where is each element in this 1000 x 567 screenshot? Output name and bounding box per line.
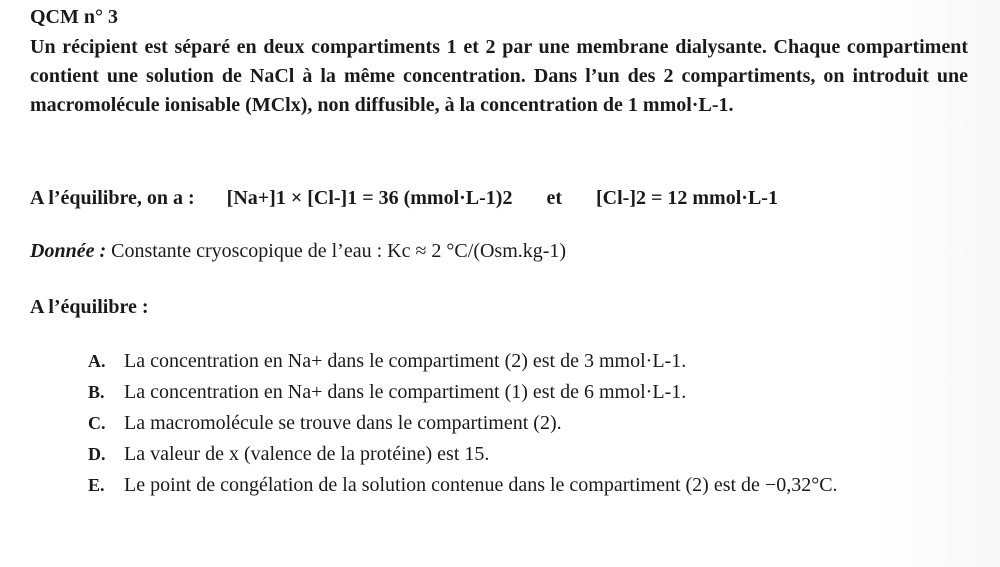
option-letter: E. — [88, 475, 105, 495]
formula-chloride: [Cl-]2 = 12 mmol·L-1 — [596, 187, 778, 209]
given-text: Constante cryoscopique de l’eau : Kc ≈ 2 °C/(Osm.kg-1) — [111, 240, 567, 262]
equilibrium-intro: A l’équilibre, on a : — [30, 187, 195, 209]
equilibrium-heading: A l’équilibre : — [30, 296, 149, 318]
question-statement: Un récipient est séparé en deux compartiments 1 et 2 par une membrane dialysante. Chaque compartiment contient une solution de NaCl à la même concentration. Dans l’un des 2 compartiments, on introduit une macromolécule ionisable (MClx), non diffusible, à la concentration de 1 mmol·L-1. — [30, 36, 968, 116]
option-e[interactable] — [88, 470, 968, 501]
option-text: La valeur de x (valence de la protéine) est 15. — [124, 443, 490, 465]
given-label: Donnée : — [30, 240, 107, 262]
formula-connector: et — [546, 187, 563, 209]
option-letter: A. — [88, 351, 106, 371]
option-d[interactable] — [88, 439, 968, 470]
option-letter: B. — [88, 382, 105, 402]
answer-options — [88, 346, 968, 501]
question-title: QCM n° 3 — [30, 6, 118, 28]
option-a[interactable] — [88, 346, 968, 377]
formula-product: [Na+]1 × [Cl-]1 = 36 (mmol·L-1)2 — [226, 187, 513, 209]
option-c[interactable] — [88, 408, 968, 439]
option-text: Le point de congélation de la solution contenue dans le compartiment (2) est de −0,32°C. — [124, 474, 838, 496]
option-text: La macromolécule se trouve dans le compartiment (2). — [124, 412, 562, 434]
option-text: La concentration en Na+ dans le compartiment (2) est de 3 mmol·L-1. — [124, 350, 687, 372]
option-text: La concentration en Na+ dans le compartiment (1) est de 6 mmol·L-1. — [124, 381, 687, 403]
given-data — [30, 240, 566, 263]
option-b[interactable] — [88, 377, 968, 408]
option-letter: C. — [88, 413, 106, 433]
equilibrium-formula-line — [30, 187, 778, 210]
option-letter: D. — [88, 444, 106, 464]
